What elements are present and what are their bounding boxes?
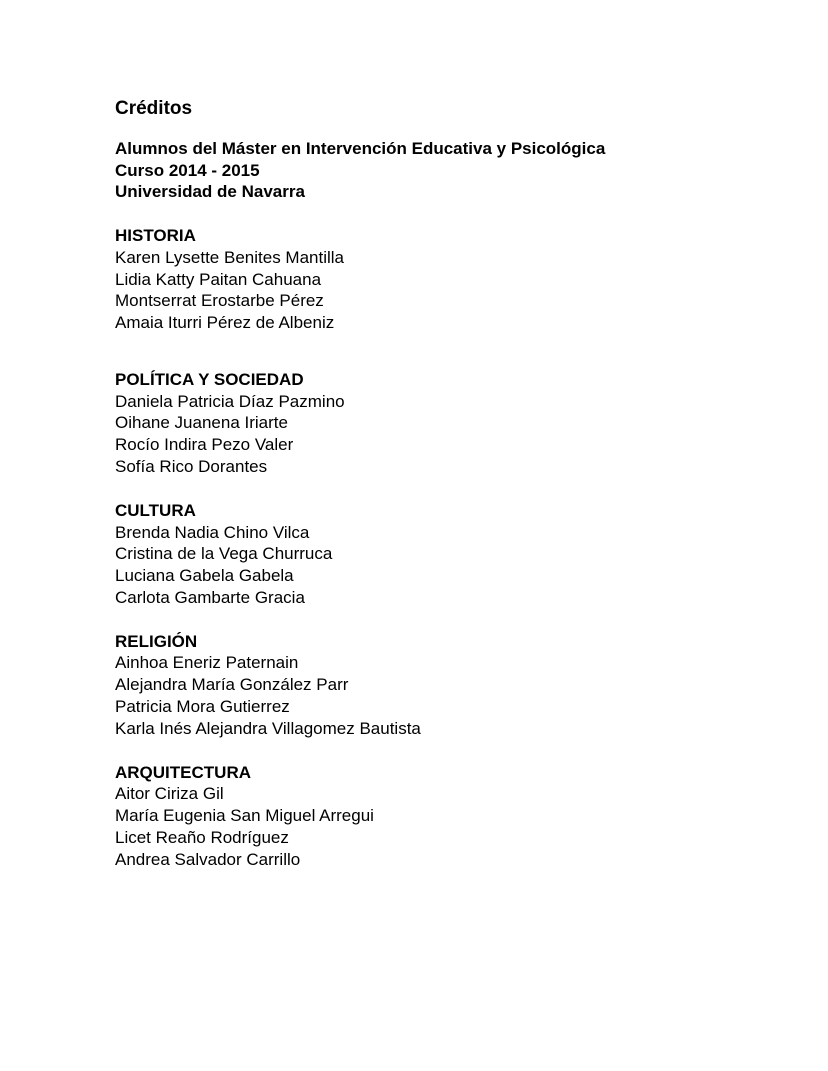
- member-name: Amaia Iturri Pérez de Albeniz: [115, 313, 335, 333]
- member-name: María Eugenia San Miguel Arregui: [115, 806, 374, 826]
- member-name: Alejandra María González Parr: [115, 675, 349, 695]
- member-name: Ainhoa Eneriz Paternain: [115, 653, 299, 673]
- member-list: [115, 783, 795, 870]
- page-title: Créditos: [115, 98, 193, 119]
- member-name: Karen Lysette Benites Mantilla: [115, 247, 344, 267]
- member-list: [115, 522, 795, 609]
- section-title: RELIGIÓN: [115, 631, 198, 651]
- member-list: [115, 247, 795, 334]
- member-name: Daniela Patricia Díaz Pazmino: [115, 391, 345, 411]
- member-name: Rocío Indira Pezo Valer: [115, 435, 294, 455]
- member-name: Cristina de la Vega Churruca: [115, 544, 333, 564]
- section-title: CULTURA: [115, 500, 196, 520]
- university-name: Universidad de Navarra: [115, 182, 305, 202]
- section-title: ARQUITECTURA: [115, 762, 251, 782]
- member-name: Karla Inés Alejandra Villagomez Bautista: [115, 718, 421, 738]
- member-name: Oihane Juanena Iriarte: [115, 413, 288, 433]
- member-name: Sofía Rico Dorantes: [115, 457, 268, 477]
- program-name: Alumnos del Máster en Intervención Educativa y Psicológica: [115, 139, 606, 158]
- member-list: [115, 652, 795, 739]
- member-name: Lidia Katty Paitan Cahuana: [115, 269, 322, 289]
- member-name: Andrea Salvador Carrillo: [115, 849, 301, 869]
- section-politica-y-sociedad: [115, 369, 795, 478]
- program-header: [115, 138, 795, 203]
- member-name: Carlota Gambarte Gracia: [115, 587, 305, 607]
- member-name: Patricia Mora Gutierrez: [115, 696, 290, 716]
- member-name: Montserrat Erostarbe Pérez: [115, 291, 324, 311]
- member-list: [115, 391, 795, 478]
- member-name: Licet Reaño Rodríguez: [115, 827, 289, 847]
- section-arquitectura: [115, 762, 795, 871]
- section-title: HISTORIA: [115, 226, 196, 246]
- member-name: Luciana Gabela Gabela: [115, 566, 294, 586]
- credits-page: [115, 97, 795, 870]
- member-name: Aitor Ciriza Gil: [115, 784, 224, 804]
- section-religion: [115, 631, 795, 740]
- section-cultura: [115, 500, 795, 609]
- section-historia: [115, 225, 795, 334]
- section-title: POLÍTICA Y SOCIEDAD: [115, 369, 304, 389]
- member-name: Brenda Nadia Chino Vilca: [115, 522, 310, 542]
- course-year: Curso 2014 - 2015: [115, 160, 260, 180]
